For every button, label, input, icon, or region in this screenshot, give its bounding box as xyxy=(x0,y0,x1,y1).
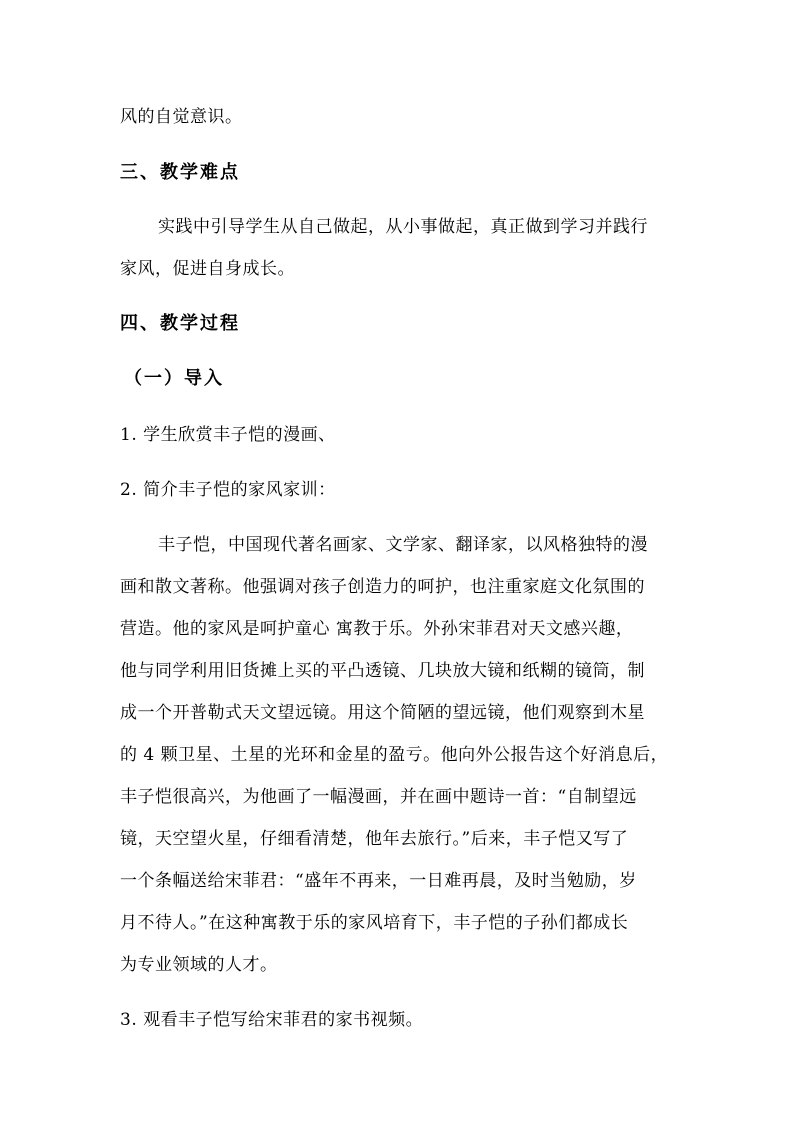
list-item: 2. 简介丰子恺的家风家训： xyxy=(120,480,336,500)
paragraph-line: 一个条幅送给宋菲君：“盛年不再来，一日难再晨，及时当勉励，岁 xyxy=(120,871,637,891)
paragraph-line: 营造。他的家风是呵护童心 寓教于乐。外孙宋菲君对天文感兴趣， xyxy=(120,619,634,639)
paragraph-line: 的 4 颗卫星、土星的光环和金星的盈亏。他向外公报告这个好消息后， xyxy=(120,745,669,765)
paragraph-line: 月不待人。”在这种寓教于乐的家风培育下，丰子恺的子孙们都成长 xyxy=(120,913,629,933)
paragraph-line: 家风，促进自身成长。 xyxy=(120,259,295,279)
subsection-heading-introduction: （一）导入 xyxy=(124,368,224,389)
section-heading-teaching-process: 四、教学过程 xyxy=(120,313,240,334)
list-item: 1. 学生欣赏丰子恺的漫画、 xyxy=(120,425,336,445)
paragraph-line: 风的自觉意识。 xyxy=(120,107,243,127)
paragraph-line: 画和散文著称。他强调对孩子创造力的呵护，也注重家庭文化氛围的 xyxy=(120,577,645,597)
paragraph-line: 他与同学利用旧货摊上买的平凸透镜、几块放大镜和纸糊的镜筒，制 xyxy=(120,661,645,681)
paragraph-line: 实践中引导学生从自己做起，从小事做起，真正做到学习并践行 xyxy=(158,217,648,237)
section-heading-teaching-difficulties: 三、教学难点 xyxy=(120,162,240,183)
paragraph-line: 为专业领域的人才。 xyxy=(120,955,278,975)
paragraph-line: 丰子恺，中国现代著名画家、文学家、翻译家，以风格独特的漫 xyxy=(158,535,648,555)
list-item: 3. 观看丰子恺写给宋菲君的家书视频。 xyxy=(120,1010,424,1030)
paragraph-line: 丰子恺很高兴，为他画了一幅漫画，并在画中题诗一首：“自制望远 xyxy=(120,787,637,807)
paragraph-line: 镜，天空望火星，仔细看清楚，他年去旅行。”后来，丰子恺又写了 xyxy=(120,829,629,849)
paragraph-line: 成一个开普勒式天文望远镜。用这个简陋的望远镜，他们观察到木星 xyxy=(120,703,645,723)
